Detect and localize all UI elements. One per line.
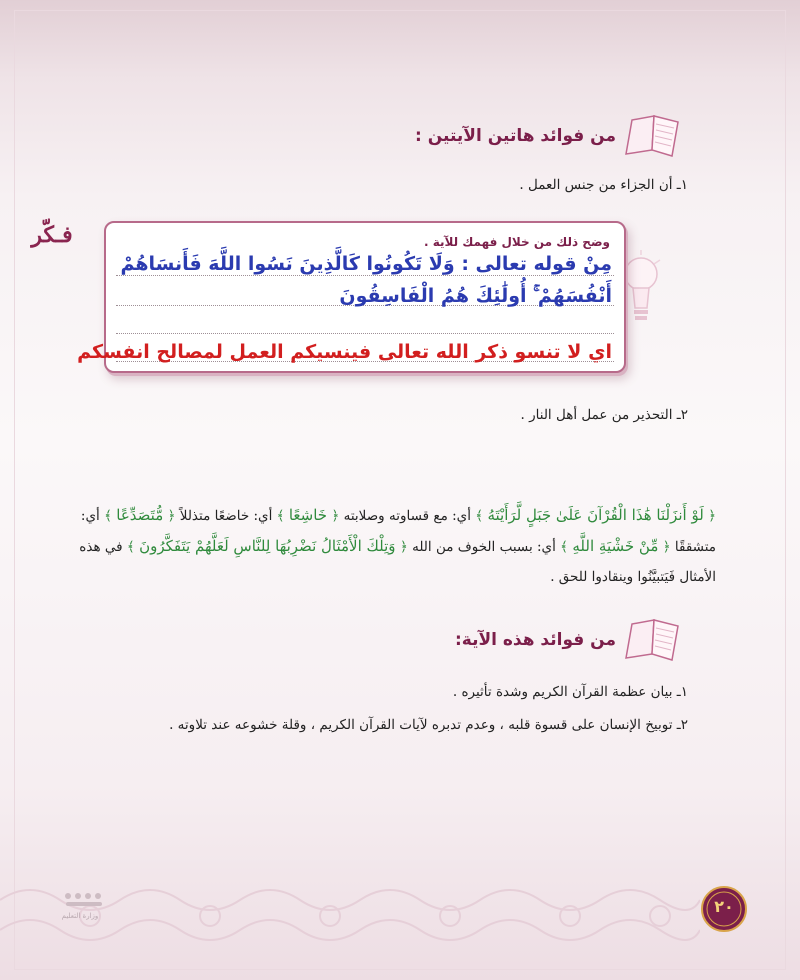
section-heading-benefits-verse <box>455 618 682 662</box>
page-number: ٢٠ <box>714 897 734 916</box>
quran-quote: وَتِلْكَ الْأَمْثَالُ نَضْرِبُهَا لِلنَّاسِ لَعَلَّهُمْ يَتَفَكَّرُونَ <box>139 537 396 555</box>
benefit-point-2: ٢ـ توبيخ الإنسان على قسوة قلبه ، وعدم تدبره لآيات القرآن الكريم ، وقلة خشوعه عند تلاوته . <box>169 717 688 733</box>
explanation-text: أي: بسبب الخوف من الله <box>412 539 556 555</box>
verse-explanation-paragraph <box>76 500 716 592</box>
benefit-point-1: ١ـ بيان عظمة القرآن الكريم وشدة تأثيره . <box>452 684 688 700</box>
quran-bracket-open: ﴿ <box>399 539 408 555</box>
quran-quote: خَاشِعًا <box>288 506 328 524</box>
quran-bracket-close: ﴾ <box>560 539 569 555</box>
open-book-icon <box>622 114 682 158</box>
answer-line-1: مِنْ قوله تعالى : وَلَا تَكُونُوا كَالَّذِينَ نَسُوا اللَّهَ فَأَنسَاهُمْ <box>120 253 612 275</box>
quran-bracket-close: ﴾ <box>126 539 135 555</box>
think-label: فـكّر <box>31 222 73 248</box>
quran-bracket-open: ﴿ <box>662 539 671 555</box>
quran-bracket-close: ﴾ <box>276 508 285 524</box>
quran-quote: مِّنْ خَشْيَةِ اللَّهِ <box>572 537 659 555</box>
quran-bracket-open: ﴿ <box>708 508 716 524</box>
benefit-point-2: ٢ـ التحذير من عمل أهل النار . <box>520 407 688 423</box>
quran-bracket-open: ﴿ <box>331 508 340 524</box>
section-title: من فوائد هاتين الآيتين : <box>415 126 616 146</box>
answer-line-3: اي لا تنسو ذكر الله تعالى فينسيكم العمل لمصالح انفسكم <box>77 341 612 363</box>
light-bulb-icon <box>620 250 662 330</box>
ministry-name: وزارة التعليم <box>61 912 99 920</box>
quran-quote: مُّتَصَدِّعًا <box>116 506 164 524</box>
section-title: من فوائد هذه الآية: <box>454 630 616 650</box>
quran-bracket-close: ﴾ <box>475 508 484 524</box>
answer-line-2: أَنْفُسَهُمْ ۚ أُولَٰئِكَ هُمُ الْفَاسِقُونَ <box>339 285 612 307</box>
quran-bracket-open: ﴿ <box>167 508 176 524</box>
section-heading-benefits-two-verses <box>415 114 682 158</box>
think-prompt: وضح ذلك من خلال فهمك للآية . <box>424 235 610 249</box>
explanation-text: أي: خاضعًا متذللاً <box>179 508 273 524</box>
benefit-point-1: ١ـ أن الجزاء من جنس العمل . <box>519 177 688 193</box>
explanation-text: أي: مع قساوته وصلابته <box>343 508 471 524</box>
dotted-line <box>116 275 614 276</box>
quran-bracket-close: ﴾ <box>104 508 112 524</box>
open-book-icon <box>622 618 682 662</box>
explanation-text: في هذه الأمثال فَيَتبيَّنُوا وينقادوا للحق . <box>79 539 716 585</box>
explanation-text: أي: متشققًا <box>80 508 716 555</box>
quran-quote: لَوْ أَنزَلْنَا هَٰذَا الْقُرْآنَ عَلَىٰ جَبَلٍ لَّرَأَيْتَهُ <box>487 506 704 524</box>
think-answer-box <box>77 221 626 373</box>
dotted-line <box>116 333 614 334</box>
